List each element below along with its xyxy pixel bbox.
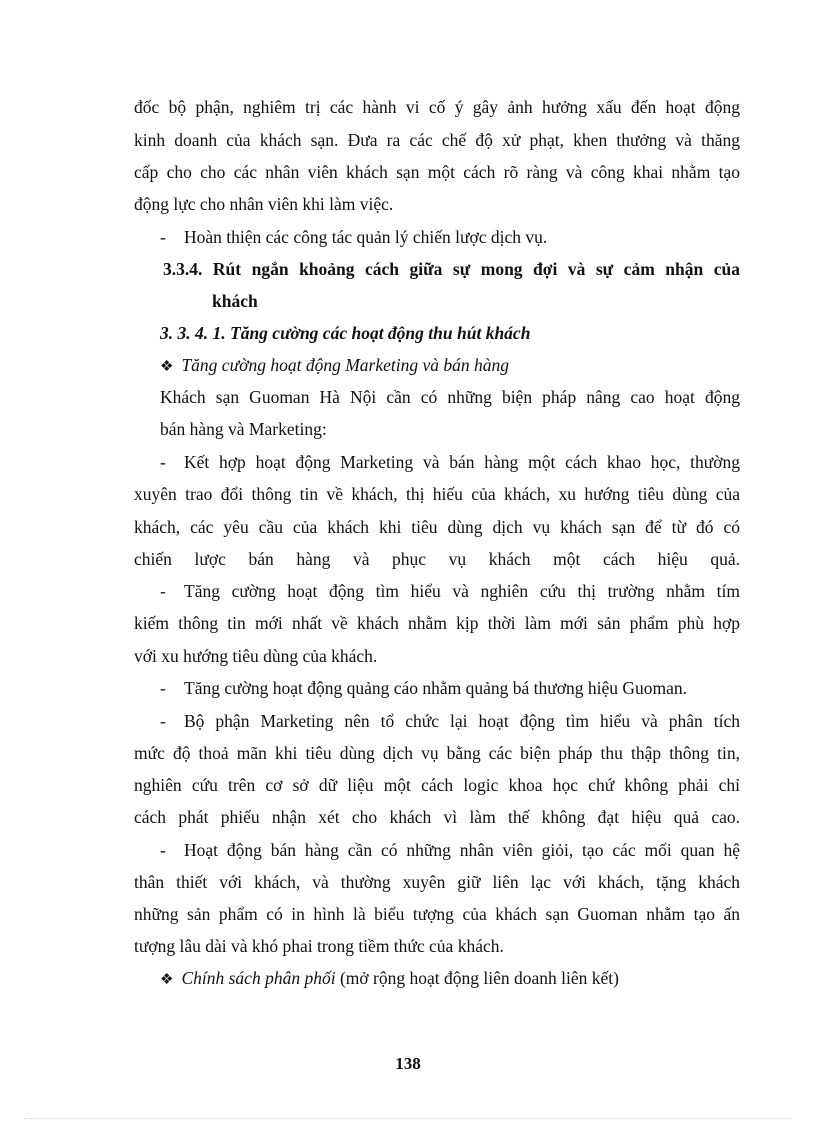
diamond-item: [160, 967, 740, 991]
section-heading-continued: khách: [212, 291, 258, 311]
dash-bullet: -: [160, 840, 166, 860]
diamond-item: [160, 354, 740, 378]
bullet-text: Hoàn thiện các công tác quản lý chiến lược dịch vụ.: [184, 227, 548, 247]
dash-bullet: -: [160, 678, 166, 698]
page-number: 138: [395, 1054, 421, 1073]
dash-bullet: -: [160, 227, 166, 247]
dash-bullet: -: [160, 711, 166, 731]
diamond-bullet-icon: ❖: [160, 359, 174, 375]
paragraph-line: kiếm thông tin mới nhất về khách nhằm kịp thời làm mới sản phẩm phù hợp: [134, 613, 740, 633]
bullet-text: Bộ phận Marketing nên tổ chức lại hoạt động tìm hiểu và phân tích: [184, 711, 740, 731]
paragraph-line: xuyên trao đổi thông tin về khách, thị hiếu của khách, xu hướng tiêu dùng của: [134, 484, 740, 504]
paragraph-line: động lực cho nhân viên khi làm việc.: [134, 194, 394, 214]
bullet-item: [160, 710, 740, 732]
bullet-text: Tăng cường hoạt động quảng cáo nhằm quảng bá thương hiệu Guoman.: [184, 678, 688, 698]
dash-bullet: -: [160, 581, 166, 601]
bullet-item: [160, 226, 740, 248]
paragraph-line: nghiên cứu trên cơ sở dữ liệu một cách logic khoa học chứ không phải chỉ: [134, 775, 740, 795]
bullet-text: Tăng cường hoạt động tìm hiểu và nghiên cứu thị trường nhằm tím: [184, 581, 740, 601]
paragraph-line: chiến lược bán hàng và phục vụ khách một cách hiệu quả.: [134, 549, 740, 569]
bullet-item: [160, 839, 740, 861]
paragraph-line: tượng lâu dài và khó phai trong tiềm thức của khách.: [134, 936, 504, 956]
paragraph-line: mức độ thoả mãn khi tiêu dùng dịch vụ bằng các biện pháp thu thập thông tin,: [134, 743, 740, 763]
paragraph-line: khách, các yêu cầu của khách khi tiêu dùng dịch vụ khách sạn để từ đó có: [134, 517, 740, 537]
bullet-item: [160, 580, 740, 602]
paragraph-line: với xu hướng tiêu dùng của khách.: [134, 646, 378, 666]
diamond-item-title: Chính sách phân phối: [181, 968, 336, 988]
bullet-text: Kết hợp hoạt động Marketing và bán hàng một cách khao học, thường: [184, 452, 740, 472]
paragraph-line: kinh doanh của khách sạn. Đưa ra các chế độ xử phạt, khen thưởng và thăng: [134, 130, 740, 150]
paragraph-line: đốc bộ phận, nghiêm trị các hành vi cố ý gây ảnh hưởng xấu đến hoạt động: [134, 97, 740, 117]
page-bottom-border: [24, 1118, 792, 1119]
bullet-item: [160, 677, 740, 699]
bullet-item: [160, 451, 740, 473]
diamond-item-note: (mở rộng hoạt động liên doanh liên kết): [335, 968, 619, 988]
diamond-bullet-icon: ❖: [160, 972, 174, 988]
dash-bullet: -: [160, 452, 166, 472]
paragraph-line: bán hàng và Marketing:: [160, 419, 327, 439]
section-heading: 3.3.4. Rút ngắn khoảng cách giữa sự mong đợi và sự cảm nhận của: [163, 259, 740, 279]
bullet-text: Hoạt động bán hàng cần có những nhân viên giỏi, tạo các mối quan hệ: [184, 840, 740, 860]
paragraph-line: cấp cho cho các nhân viên khách sạn một cách rõ ràng và công khai nhằm tạo: [134, 162, 740, 182]
subsection-heading: 3. 3. 4. 1. Tăng cường các hoạt động thu hút khách: [160, 323, 531, 343]
paragraph-line: Khách sạn Guoman Hà Nội cần có những biện pháp nâng cao hoạt động: [160, 387, 740, 407]
paragraph-line: cách phát phiếu nhận xét cho khách vì làm thế không đạt hiệu quả cao.: [134, 807, 740, 827]
paragraph-line: thân thiết với khách, và thường xuyên giữ liên lạc với khách, tặng khách: [134, 872, 740, 892]
diamond-item-text: Tăng cường hoạt động Marketing và bán hàng: [181, 355, 509, 375]
paragraph-line: những sản phẩm có in hình là biểu tượng của khách sạn Guoman nhằm tạo ấn: [134, 904, 740, 924]
